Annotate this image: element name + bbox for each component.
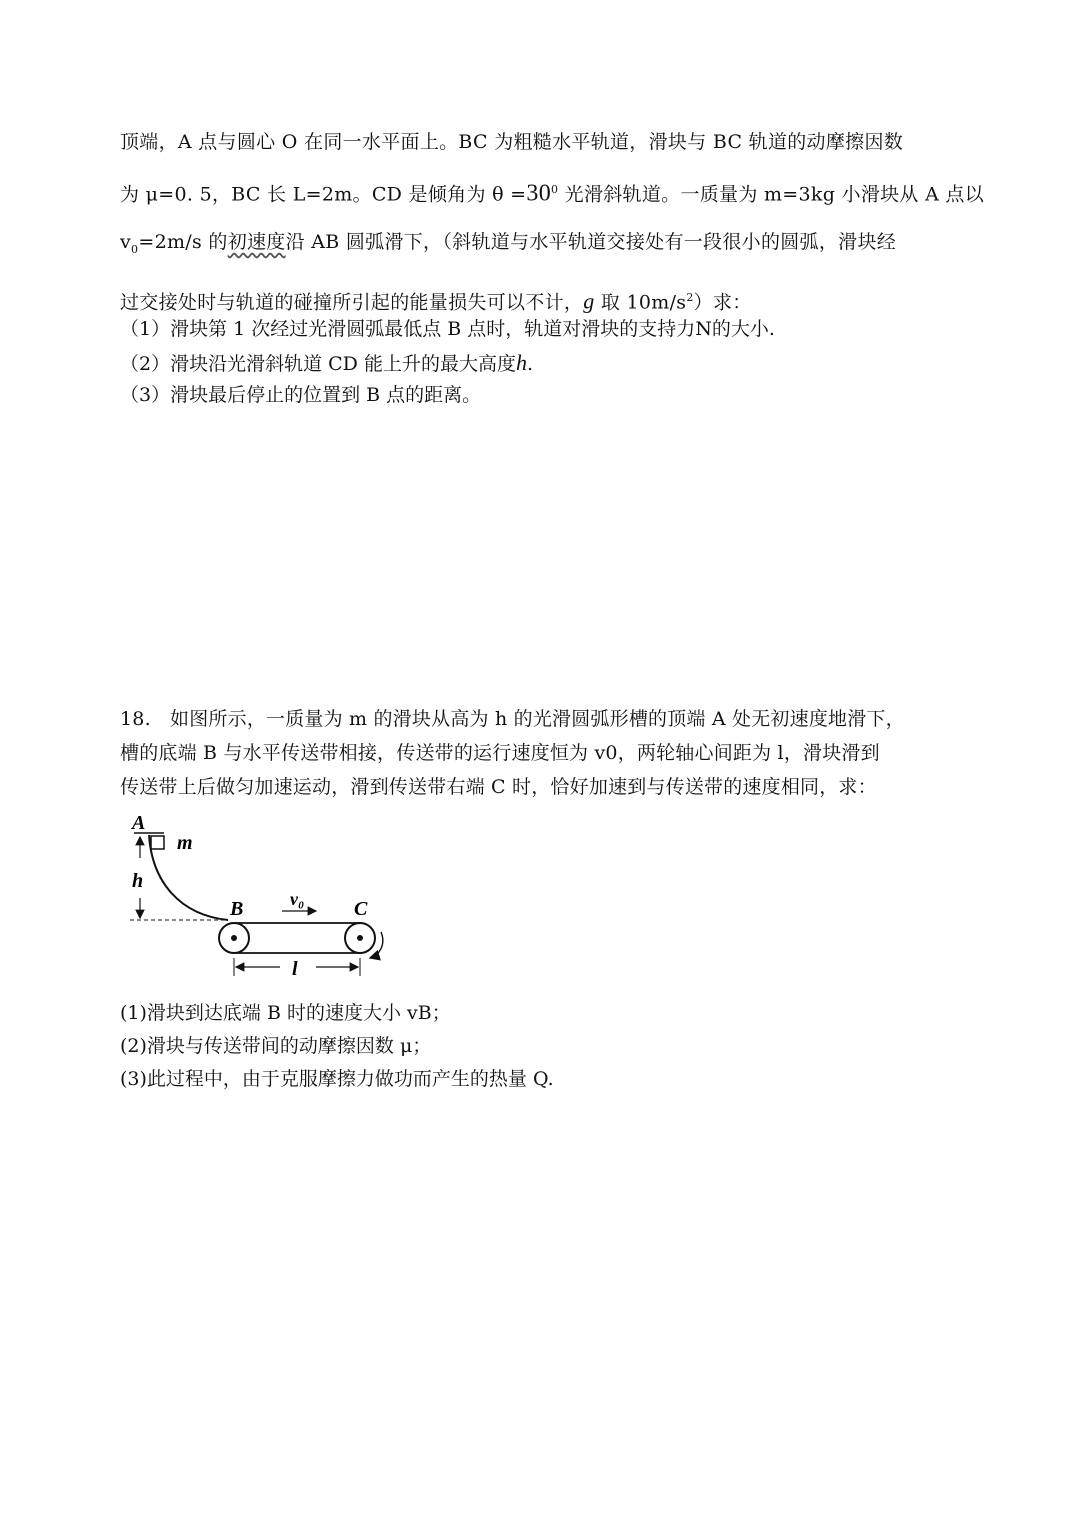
text: 沿 AB 圆弧滑下，（斜轨道与水平轨道交接处有一段很小的圆弧，滑块经 <box>285 231 897 254</box>
label-l: l <box>292 958 298 980</box>
problem17-question1: （1）滑块第 1 次经过光滑圆弧最低点 B 点时，轨道对滑块的支持力N的大小. <box>120 318 775 340</box>
height-symbol: h <box>515 350 527 375</box>
text: 取 10m/s <box>594 291 687 314</box>
problem17-question2 <box>120 346 970 381</box>
problem18-line1: 18. 如图所示，一质量为 m 的滑块从高为 h 的光滑圆弧形槽的顶端 A 处无初速度地滑下， <box>120 708 905 730</box>
problem17-line3 <box>120 218 970 274</box>
problem18-questions <box>120 997 970 1096</box>
underlined-term: 初速度 <box>227 231 286 254</box>
text: （2）滑块沿光滑斜轨道 CD 能上升的最大高度 <box>120 353 516 375</box>
conveyor-diagram <box>120 812 420 982</box>
label-m: m <box>177 832 193 854</box>
problem17-line1: 顶端，A 点与圆心 O 在同一水平面上。BC 为粗糙水平轨道，滑块与 BC 轨道的动摩擦因数 <box>120 131 904 153</box>
right-pulley-axle <box>357 935 363 941</box>
problem18-question1: (1)滑块到达底端 B 时的速度大小 vB； <box>120 1002 451 1024</box>
angle-value: 30 <box>526 180 551 207</box>
text: =2m/s 的 <box>138 231 228 254</box>
label-h: h <box>132 870 144 892</box>
problem18-text <box>120 702 980 804</box>
label-v0: v₀ <box>290 889 305 909</box>
problem17-question3: （3）滑块最后停止的位置到 B 点的距离。 <box>120 384 482 406</box>
text: ）求： <box>693 291 752 314</box>
label-B: B <box>230 898 244 920</box>
problem18-line2: 槽的底端 B 与水平传送带相接，传送带的运行速度恒为 v0，两轮轴心间距为 l，滑块滑到 <box>120 742 880 764</box>
text: . <box>526 353 533 375</box>
label-C: C <box>354 898 368 920</box>
slider-block <box>151 836 164 849</box>
problem17-text <box>120 118 985 326</box>
text: 过交接处时与轨道的碰撞所引起的能量损失可以不计， <box>120 291 584 314</box>
degree-mark: 0 <box>551 183 559 196</box>
left-pulley-axle <box>231 935 237 941</box>
conveyor-figure <box>120 812 420 986</box>
text: 光滑斜轨道。一质量为 m=3kg 小滑块从 A 点以 <box>558 183 985 206</box>
text: 为 μ=0. 5，BC 长 L=2m。CD 是倾角为 θ = <box>120 183 527 206</box>
subscript: 0 <box>131 243 139 257</box>
problem18-question2: (2)滑块与传送带间的动摩擦因数 μ； <box>120 1035 432 1057</box>
problem18-question3: (3)此过程中，由于克服摩擦力做功而产生的热量 Q. <box>120 1068 554 1090</box>
problem17-line2 <box>120 166 985 218</box>
superscript: 2 <box>686 291 694 305</box>
gravity-symbol: g <box>583 288 595 314</box>
text: v <box>120 231 132 254</box>
problem18-line3: 传送带上后做匀加速运动，滑到传送带右端 C 时，恰好加速到与传送带的速度相同，求： <box>120 776 877 798</box>
label-A: A <box>132 812 146 834</box>
